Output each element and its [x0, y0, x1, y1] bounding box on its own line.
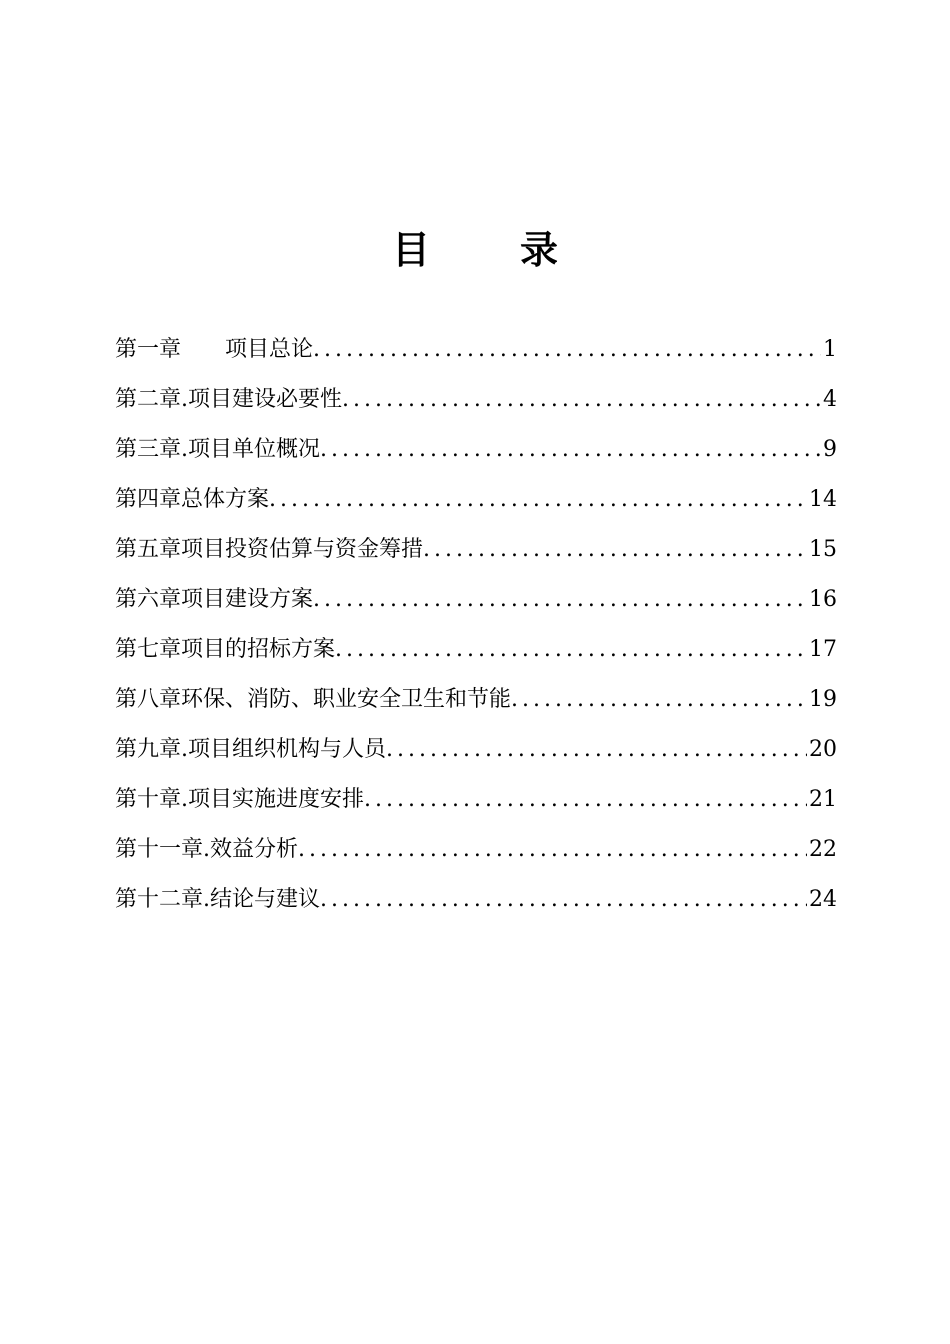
toc-chapter-number: 第二章.: [115, 387, 188, 412]
toc-page-number: 22: [809, 837, 837, 862]
toc-chapter-number: 第七章: [115, 637, 182, 662]
toc-chapter-number: 第六章: [115, 587, 182, 612]
toc-chapter-number: 第十一章.: [115, 837, 210, 862]
toc-entry-9[interactable]: [115, 730, 837, 780]
toc-dot-leader: [313, 330, 821, 370]
toc-dot-leader: [313, 580, 807, 620]
toc-entry-5[interactable]: [115, 530, 837, 580]
toc-chapter-number: 第十二章.: [115, 887, 210, 912]
toc-page-number: 24: [809, 887, 837, 912]
toc-page-number: 20: [809, 737, 837, 762]
toc-chapter-title: 效益分析: [210, 837, 299, 862]
toc-page-number: 17: [809, 637, 837, 662]
toc-chapter-title: 项目的招标方案: [181, 637, 336, 662]
toc-entry-7[interactable]: [115, 630, 837, 680]
toc-entry-3[interactable]: [115, 430, 837, 480]
toc-dot-leader: [511, 680, 807, 720]
toc-dot-leader: [386, 730, 807, 770]
toc-dot-leader: [342, 380, 821, 420]
toc-page-number: 4: [823, 387, 837, 412]
toc-chapter-title: 项目总论: [225, 337, 314, 362]
toc-entry-10[interactable]: [115, 780, 837, 830]
toc-separator: [181, 330, 225, 370]
toc-dot-leader: [364, 780, 807, 820]
toc-entry-12[interactable]: [115, 880, 837, 930]
toc-dot-leader: [269, 480, 807, 520]
toc-chapter-number: 第三章.: [115, 437, 188, 462]
toc-dot-leader: [298, 830, 807, 870]
toc-chapter-number: 第九章.: [115, 737, 188, 762]
toc-page-number: 19: [809, 687, 837, 712]
toc-page-number: 21: [809, 787, 837, 812]
toc-chapter-number: 第五章: [115, 537, 182, 562]
toc-chapter-title: 项目组织机构与人员: [188, 737, 387, 762]
toc-entry-4[interactable]: [115, 480, 837, 530]
toc-dot-leader: [423, 530, 807, 570]
toc-chapter-title: 项目建设方案: [181, 587, 314, 612]
toc-entry-11[interactable]: [115, 830, 837, 880]
toc-page-number: 15: [809, 537, 837, 562]
toc-chapter-title: 环保、消防、职业安全卫生和节能: [181, 687, 512, 712]
toc-dot-leader: [320, 430, 821, 470]
toc-chapter-title: 结论与建议: [210, 887, 321, 912]
toc-chapter-number: 第八章: [115, 687, 182, 712]
toc-chapter-title: 项目单位概况: [188, 437, 321, 462]
toc-dot-leader: [320, 880, 807, 920]
toc-chapter-title: 总体方案: [181, 487, 270, 512]
toc-page-number: 9: [823, 437, 837, 462]
toc-entry-2[interactable]: [115, 380, 837, 430]
toc-page-number: 1: [823, 337, 837, 362]
toc-chapter-number: 第十章.: [115, 787, 188, 812]
toc-dot-leader: [335, 630, 807, 670]
toc-page-number: 14: [809, 487, 837, 512]
toc-chapter-title: 项目建设必要性: [188, 387, 343, 412]
toc-entry-8[interactable]: [115, 680, 837, 730]
toc-entry-1[interactable]: [115, 330, 837, 380]
toc-chapter-title: 项目投资估算与资金筹措: [181, 537, 424, 562]
toc-page-number: 16: [809, 587, 837, 612]
page-title: 目录: [391, 228, 648, 273]
toc-chapter-title: 项目实施进度安排: [188, 787, 365, 812]
toc-entry-6[interactable]: [115, 580, 837, 630]
toc-chapter-number: 第四章: [115, 487, 182, 512]
toc-chapter-number: 第一章: [115, 337, 182, 362]
table-of-contents: [115, 330, 837, 930]
